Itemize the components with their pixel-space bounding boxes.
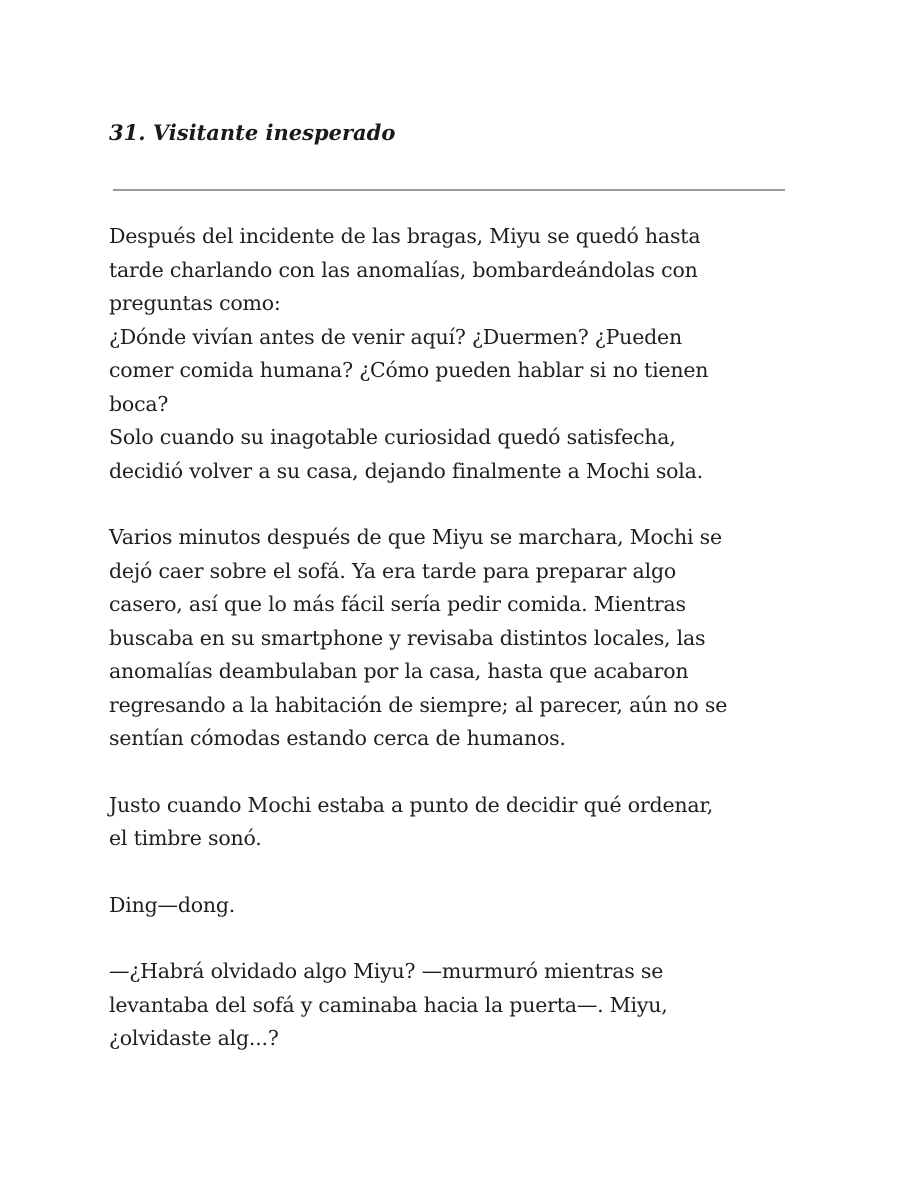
text-line: regresando a la habitación de siempre; al parecer, aún no se [109, 692, 728, 717]
text-line: Ding—dong. [109, 892, 236, 917]
paragraph [109, 955, 799, 1056]
paragraph [109, 521, 799, 756]
text-line: comer comida humana? ¿Cómo pueden hablar si no tienen [109, 358, 709, 382]
text-line: casero, así que lo más fácil sería pedir comida. Mientras [109, 592, 686, 616]
title-divider [113, 189, 785, 191]
text-line: tarde charlando con las anomalías, bombardeándolas con [109, 257, 698, 282]
text-line: boca? [109, 391, 169, 416]
text-line: el timbre sonó. [109, 826, 262, 850]
text-line: sentían cómodas estando cerca de humanos. [109, 726, 566, 750]
text-line: preguntas como: [109, 291, 281, 315]
text-line: dejó caer sobre el sofá. Ya era tarde para preparar algo [109, 558, 677, 583]
chapter-body [109, 220, 799, 1089]
text-line: anomalías deambulaban por la casa, hasta que acabaron [109, 659, 689, 683]
text-line: Varios minutos después de que Miyu se marchara, Mochi se [109, 525, 722, 549]
text-line: ¿Dónde vivían antes de venir aquí? ¿Duermen? ¿Pueden [109, 324, 682, 349]
paragraph [109, 220, 799, 488]
text-line: decidió volver a su casa, dejando finalmente a Mochi sola. [109, 458, 703, 483]
text-line: ¿olvidaste alg...? [109, 1026, 279, 1050]
text-line: Justo cuando Mochi estaba a punto de decidir qué ordenar, [109, 792, 714, 817]
text-line: Después del incidente de las bragas, Miyu se quedó hasta [109, 224, 701, 248]
chapter-title: 31. Visitante inesperado [109, 120, 396, 145]
text-line: —¿Habrá olvidado algo Miyu? —murmuró mientras se [109, 959, 664, 983]
text-line: levantaba del sofá y caminaba hacia la puerta—. Miyu, [109, 992, 668, 1017]
paragraph [109, 789, 799, 856]
paragraph [109, 889, 799, 923]
text-line: buscaba en su smartphone y revisaba distintos locales, las [109, 625, 706, 650]
text-line: Solo cuando su inagotable curiosidad quedó satisfecha, [109, 425, 676, 449]
